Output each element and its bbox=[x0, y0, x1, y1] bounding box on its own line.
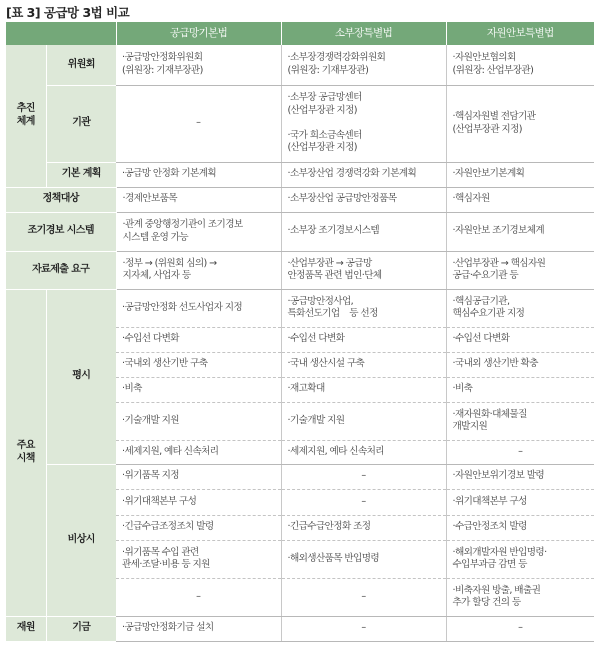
table-row bbox=[6, 289, 594, 327]
cell: ·비축 bbox=[446, 377, 594, 402]
cell: – bbox=[281, 578, 446, 616]
cell: ·정부 → (위원회 심의) → 지자체, 사업자 등 bbox=[116, 251, 281, 289]
cell: ·긴급수급안정화 조정 bbox=[281, 515, 446, 540]
cell: ·자원안보위기경보 발령 bbox=[446, 464, 594, 489]
cell: ·공급망안정화기금 설치 bbox=[116, 616, 281, 641]
cell: ·소부장경쟁력강화위원회 (위원장: 기재부장관) bbox=[281, 45, 446, 85]
table-row bbox=[6, 85, 594, 162]
cell: ·공급망안정화위원회 (위원장: 기재부장관) bbox=[116, 45, 281, 85]
table-row bbox=[6, 251, 594, 289]
cell: ·재고확대 bbox=[281, 377, 446, 402]
cell: ·비축 bbox=[116, 377, 281, 402]
cell: ·수입선 다변화 bbox=[116, 327, 281, 352]
cell: – bbox=[281, 616, 446, 641]
table-row bbox=[6, 162, 594, 187]
row-data-request: 자료제출 요구 bbox=[6, 251, 116, 289]
category-main-policy: 주요 시책 bbox=[6, 289, 46, 616]
comparison-table bbox=[6, 22, 594, 642]
cell: ·자원안보협의회 (위원장: 산업부장관) bbox=[446, 45, 594, 85]
category-promotion: 추진 체계 bbox=[6, 45, 46, 187]
table-row bbox=[6, 616, 594, 641]
cell: ·세제지원, 예타 신속처리 bbox=[281, 440, 446, 464]
cell: ·기술개발 지원 bbox=[116, 402, 281, 440]
cell: ·위기품목 수입 관련 관세·조달·비용 등 지원 bbox=[116, 540, 281, 578]
cell: ·핵심자원 bbox=[446, 187, 594, 212]
cell: ·국내외 생산기반 구축 bbox=[116, 352, 281, 377]
cell: ·자원안보 조기경보체계 bbox=[446, 212, 594, 251]
sub-emergency: 비상시 bbox=[46, 464, 116, 616]
cell: ·관계 중앙행정기관이 조기경보 시스템 운영 가능 bbox=[116, 212, 281, 251]
cell: ·수입선 다변화 bbox=[446, 327, 594, 352]
sub-basic-plan: 기본 계획 bbox=[46, 162, 116, 187]
category-finance: 재원 bbox=[6, 616, 46, 641]
cell: ·소부장산업 공급망안정품목 bbox=[281, 187, 446, 212]
cell: ·비축자원 방출, 배출권 추가 할당 건의 등 bbox=[446, 578, 594, 616]
cell: ·위기대책본부 구성 bbox=[116, 489, 281, 515]
cell: – bbox=[281, 464, 446, 489]
table-row bbox=[6, 45, 594, 85]
cell: – bbox=[116, 85, 281, 162]
sub-normal: 평시 bbox=[46, 289, 116, 464]
cell: – bbox=[446, 616, 594, 641]
cell: ·핵심자원별 전담기관 (산업부장관 지정) bbox=[446, 85, 594, 162]
sub-agency: 기관 bbox=[46, 85, 116, 162]
cell: ·자원안보기본계획 bbox=[446, 162, 594, 187]
cell: ·해외개발자원 반입명령· 수입부과금 감면 등 bbox=[446, 540, 594, 578]
cell: ·산업부장관 → 공급망 안정품목 관련 법인·단체 bbox=[281, 251, 446, 289]
table-row bbox=[6, 464, 594, 489]
row-policy-target: 정책대상 bbox=[6, 187, 116, 212]
cell: ·소부장 공급망센터 (산업부장관 지정) ·국가 희소금속센터 (산업부장관 지정) bbox=[281, 85, 446, 162]
header-sobujang-law: 소부장특별법 bbox=[281, 22, 446, 45]
header-resource-law: 자원안보특별법 bbox=[446, 22, 594, 45]
table-row bbox=[6, 187, 594, 212]
cell: ·국내외 생산기반 확충 bbox=[446, 352, 594, 377]
cell: ·핵심공급기관, 핵심수요기관 지정 bbox=[446, 289, 594, 327]
cell: ·소부장산업 경쟁력강화 기본계획 bbox=[281, 162, 446, 187]
sub-fund: 기금 bbox=[46, 616, 116, 641]
cell: ·해외생산품목 반입명령 bbox=[281, 540, 446, 578]
header-basic-law: 공급망기본법 bbox=[116, 22, 281, 45]
table-title: [표 3] 공급망 3법 비교 bbox=[6, 5, 130, 20]
cell: – bbox=[446, 440, 594, 464]
cell: ·긴급수급조정조치 발령 bbox=[116, 515, 281, 540]
cell: ·위기대책본부 구성 bbox=[446, 489, 594, 515]
cell: ·공급망안정사업, 특화선도기업 등 선정 bbox=[281, 289, 446, 327]
cell: ·국내 생산시설 구축 bbox=[281, 352, 446, 377]
header-corner bbox=[6, 22, 116, 45]
row-early-warning: 조기경보 시스템 bbox=[6, 212, 116, 251]
cell: – bbox=[281, 489, 446, 515]
cell: ·기술개발 지원 bbox=[281, 402, 446, 440]
cell: ·산업부장관 → 핵심자원 공급·수요기관 등 bbox=[446, 251, 594, 289]
cell: ·수급안정조치 발령 bbox=[446, 515, 594, 540]
cell: ·재자원화·대체물질 개발지원 bbox=[446, 402, 594, 440]
cell: – bbox=[116, 578, 281, 616]
cell: ·공급망안정화 선도사업자 지정 bbox=[116, 289, 281, 327]
cell: ·소부장 조기경보시스템 bbox=[281, 212, 446, 251]
sub-committee: 위원회 bbox=[46, 45, 116, 85]
cell: ·공급망 안정화 기본계획 bbox=[116, 162, 281, 187]
table-row bbox=[6, 212, 594, 251]
cell: ·세제지원, 예타 신속처리 bbox=[116, 440, 281, 464]
cell: ·위기품목 지정 bbox=[116, 464, 281, 489]
header-row bbox=[6, 22, 594, 45]
cell: ·수입선 다변화 bbox=[281, 327, 446, 352]
cell: ·경제안보품목 bbox=[116, 187, 281, 212]
